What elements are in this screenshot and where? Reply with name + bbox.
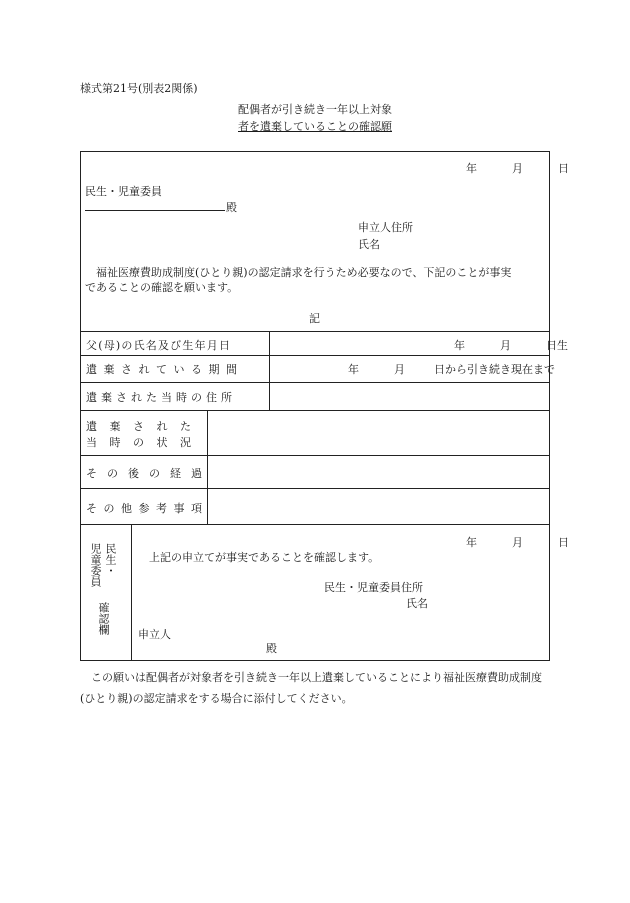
date-month: 月 [512, 162, 523, 175]
table-rule [80, 410, 550, 411]
birth-day: 日生 [546, 339, 568, 352]
table-rule [80, 331, 550, 332]
progress-field[interactable] [210, 457, 548, 486]
date-year: 年 [466, 162, 477, 175]
form-title-line2 [0, 118, 630, 134]
footer-note: この願いは配偶者が対象者を引き続き一年以上遺棄していることにより福祉医療費助成制度(ひとり親)の認定請求をする場合に添付してください。 [80, 671, 542, 705]
form-title-line2-text: 者を遺棄していることの確認願 [238, 120, 392, 133]
table-col-rule [269, 331, 270, 410]
addressee: 民生・児童委員 [85, 185, 162, 198]
applicant-label: 申立人 [138, 628, 171, 641]
row-label-progress: その後の経過 [86, 467, 212, 480]
row-label-situation-b: 当時の状況 [86, 436, 204, 449]
confirm-date-month: 月 [512, 536, 523, 549]
period-year: 年 [348, 363, 359, 376]
period-rest: 日から引き続き現在まで [434, 363, 555, 376]
addressee-underline[interactable] [85, 210, 225, 211]
side-label-jido-iin: 児童委員 [89, 543, 102, 587]
table-rule [80, 488, 550, 489]
period-month: 月 [394, 363, 405, 376]
confirm-date[interactable] [466, 534, 569, 550]
table-rule [80, 382, 550, 383]
other-notes-field[interactable] [210, 490, 548, 522]
table-rule [80, 455, 550, 456]
situation-field[interactable] [210, 412, 548, 453]
row-label-address-at-abandon: 遺棄された当時の住所 [86, 391, 236, 404]
request-text-line2: であることの確認を願います。 [85, 281, 239, 294]
table-rule [80, 355, 550, 356]
applicant-honorific: 殿 [266, 642, 277, 655]
row-label-abandon-period: 遺棄されている期間 [86, 363, 244, 376]
row-label-parent-name-birth: 父(母)の氏名及び生年月日 [86, 339, 232, 352]
addressee-honorific: 殿 [226, 201, 237, 214]
date-day: 日 [558, 162, 569, 175]
commissioner-address-label: 民生・児童委員住所 [324, 581, 423, 594]
form-title-line1: 配偶者が引き続き一年以上対象 [238, 103, 392, 116]
confirm-date-day: 日 [558, 536, 569, 549]
row-label-situation-a: 遺棄された [86, 420, 204, 433]
applicant-name-label: 氏名 [358, 238, 380, 251]
applicant-address-label: 申立人住所 [358, 221, 413, 234]
confirm-statement: 上記の申立てが事実であることを確認します。 [149, 551, 380, 564]
ki-mark: 記 [309, 312, 320, 325]
commissioner-name-label: 氏名 [406, 597, 428, 610]
row-value-abandon-period[interactable] [348, 361, 555, 377]
side-label-minsei: 民生・ [104, 543, 117, 576]
confirm-date-year: 年 [466, 536, 477, 549]
birth-year: 年 [454, 339, 465, 352]
request-text-line1: 福祉医療費助成制度(ひとり親)の認定請求を行うため必要なので、下記のことが事実 [96, 266, 512, 279]
form-number: 様式第21号(別表2関係) [80, 82, 198, 95]
request-date[interactable] [466, 160, 569, 176]
address-at-abandon-field[interactable] [272, 384, 548, 408]
row-label-other-notes: その他参考事項 [86, 502, 209, 515]
row-value-birthdate[interactable] [454, 337, 568, 353]
confirm-col-rule [131, 524, 132, 661]
table-rule [80, 524, 550, 525]
side-label-confirm: 確認欄 [97, 602, 110, 635]
birth-month: 月 [500, 339, 511, 352]
